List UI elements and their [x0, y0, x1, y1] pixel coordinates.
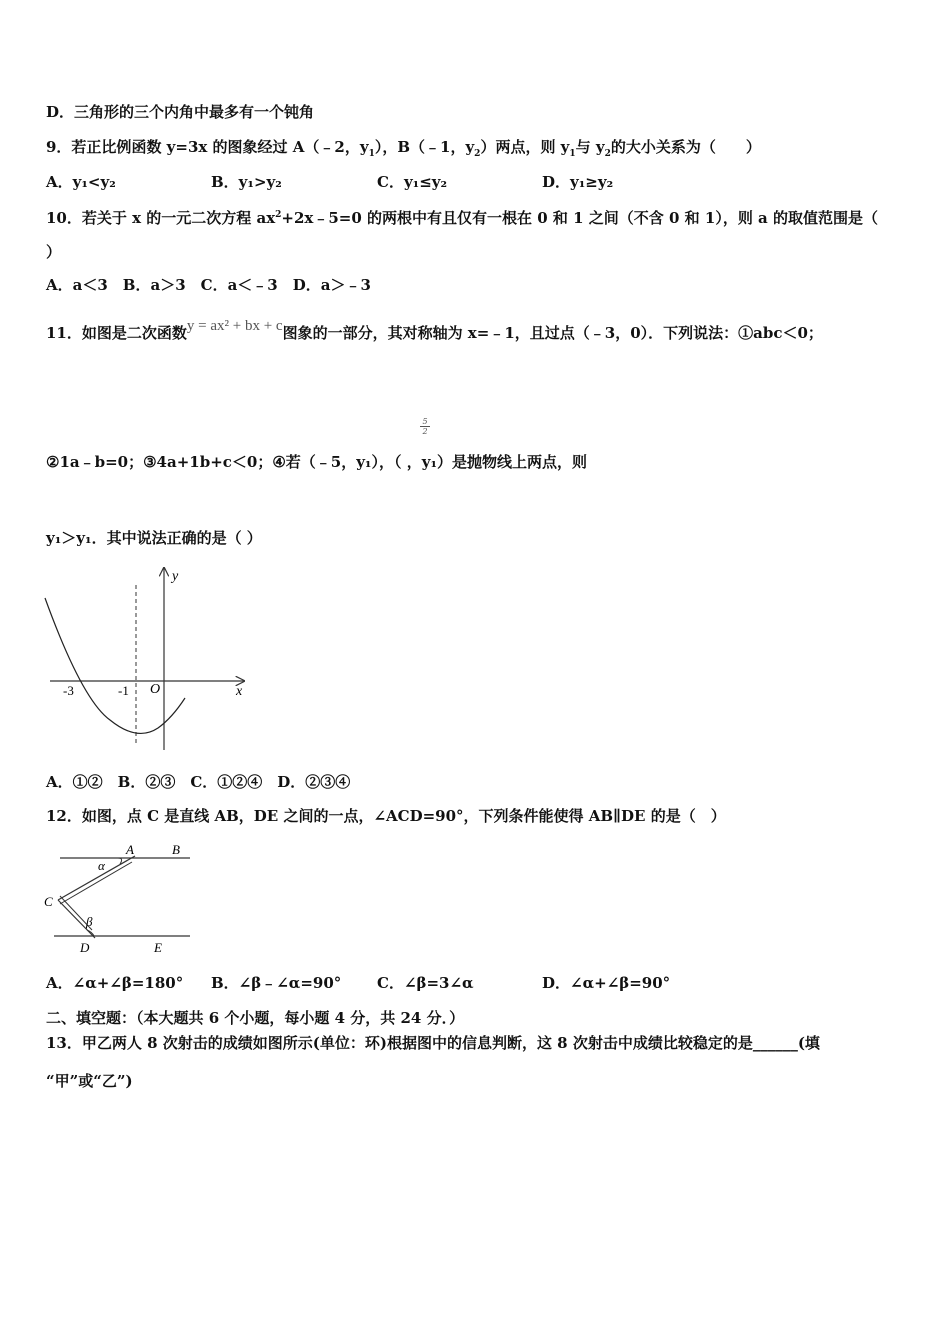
q12-option-c: C．∠β=3∠α: [377, 974, 474, 992]
q10-text-b: +2x﹣5=0 的两根中有且仅有一根在 0 和 1 之间（不含 0 和 1），则 a 的取值范围是（: [281, 209, 879, 227]
q11-fraction-den: 2: [420, 426, 430, 436]
label-b: B: [172, 842, 180, 857]
label-alpha: α: [98, 858, 105, 873]
q9-text-c: ）两点，则 y: [480, 138, 570, 156]
q13-line-2: “甲”或“乙”): [46, 1072, 133, 1090]
q9-text-e: 的大小关系为（ ）: [610, 138, 761, 156]
q11-options: A．①② B．②③ C．①②④ D．②③④: [46, 773, 351, 791]
tick-minus-1: -1: [118, 683, 129, 698]
q10-text-a: 10．若关于 x 的一元二次方程 ax: [46, 209, 276, 227]
segment-ca: [58, 856, 135, 900]
option-d-prev: D．三角形的三个内角中最多有一个钝角: [46, 103, 315, 121]
segment-ca-double: [60, 862, 132, 904]
q9-option-c: C．y₁≤y₂: [377, 173, 448, 191]
y-label: y: [172, 569, 179, 584]
q9-text-a: 9．若正比例函数 y=3x 的图象经过 A（﹣2，y: [46, 138, 369, 156]
question-10: 10．若关于 x 的一元二次方程 $ax^2+2x﹣5=0$ 的两根中有且仅有一根在 0 和 1 之间（不含 0 和 1），则 a 的取值范围是（: [46, 209, 879, 227]
label-c: C: [44, 894, 53, 909]
x-label: x: [236, 684, 243, 699]
q10-options: A．a＜3 B．a＞3 C．a＜﹣3 D．a＞﹣3: [46, 276, 371, 294]
q9-text-b: ），B（﹣1，y: [374, 138, 475, 156]
question-11: [46, 318, 823, 344]
question-9: 9．若正比例函数 y=3x 的图象经过 A（﹣2，$y_1$），B（﹣1，$y_2$）两点，则 $y_1$与 $y_2$的大小关系为（ ）: [46, 138, 761, 159]
q9-option-b: B．y₁>y₂: [211, 173, 282, 191]
q12-option-d: D．∠α+∠β=90°: [542, 974, 671, 992]
question-13: 13．甲乙两人 8 次射击的成绩如图所示(单位：环)根据图中的信息判断，这 8 次射击中成绩比较稳定的是______(填: [46, 1034, 820, 1052]
parabola-graph: [40, 560, 255, 760]
section-2-heading: 二、填空题：（本大题共 6 个小题，每小题 4 分，共 24 分．）: [46, 1009, 465, 1027]
origin-label: O: [150, 682, 161, 697]
q9-option-a: A．y₁<y₂: [46, 173, 116, 191]
q11-fraction: [420, 417, 430, 436]
q11-line-2: ②1a﹣b=0；③4a+1b+c＜0；④若（﹣5，y₁），（ ，y₁）是抛物线上两点，则: [46, 453, 588, 471]
q10-close-paren: ）: [46, 243, 62, 261]
q11-equation: y = ax² + bx + c: [186, 318, 283, 334]
q11-text-b: 图象的一部分，其对称轴为 x=﹣1，且过点（﹣3，0）．下列说法：①abc＜0；: [282, 324, 823, 342]
angle-alpha-arc: [118, 858, 122, 864]
label-e: E: [154, 940, 162, 955]
q9-text-d: 与 y: [575, 138, 605, 156]
q11-fraction-num: 5: [422, 417, 428, 426]
label-beta: β: [86, 914, 93, 929]
label-a: A: [126, 842, 134, 857]
label-d: D: [80, 940, 90, 955]
q12-option-a: A．∠α+∠β=180°: [46, 974, 184, 992]
tick-minus-3: -3: [63, 683, 74, 698]
parallel-lines-diagram: [40, 838, 200, 958]
q12-option-b: B．∠β﹣∠α=90°: [211, 974, 342, 992]
question-12: 12．如图，点 C 是直线 AB，DE 之间的一点，∠ACD=90°，下列条件能使得 AB∥DE 的是（ ）: [46, 807, 726, 825]
q11-line-3: y₁＞y₁．其中说法正确的是（ ）: [46, 529, 262, 547]
q9-option-d: D．y₁≥y₂: [542, 173, 614, 191]
q11-text-a: 11．如图是二次函数: [46, 324, 187, 342]
